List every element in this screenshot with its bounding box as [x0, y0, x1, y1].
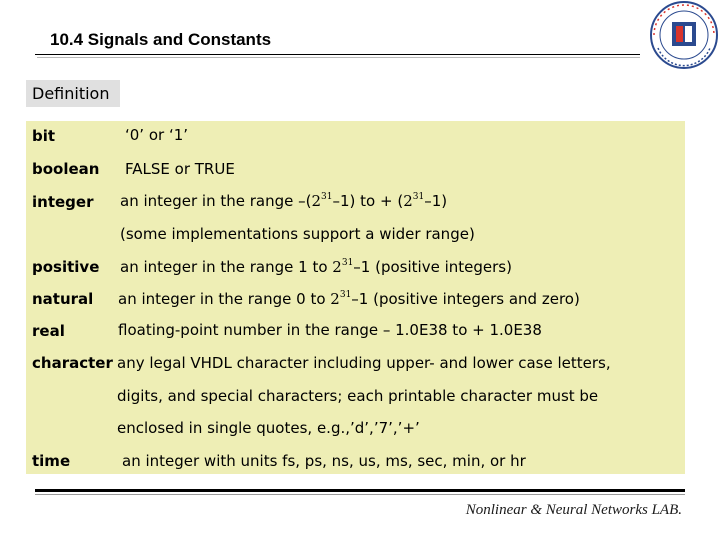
- term-character: character: [32, 354, 113, 372]
- desc-integer: [120, 192, 447, 210]
- title-underline-shadow: [37, 57, 640, 58]
- desc-character-line3: enclosed in single quotes, e.g.,’d’,’7’,’+’: [117, 419, 420, 437]
- power-of-two-expression: $2^{31}$: [403, 192, 425, 210]
- desc-natural: an integer in the range 0 to $2^{31}-1$ (positive integers and zero): [118, 290, 580, 308]
- footer-rule: [35, 489, 685, 492]
- term-time: time: [32, 452, 71, 470]
- term-bit: bit: [32, 127, 56, 145]
- desc-time: an integer with units fs, ps, ns, us, ms, sec, min, or hr: [122, 452, 526, 470]
- page-title: 10.4 Signals and Constants: [50, 30, 272, 49]
- desc-integer-mid: –1) to + (: [332, 192, 404, 210]
- desc-integer-note: (some implementations support a wider range): [120, 225, 475, 243]
- desc-bit: ‘0’ or ‘1’: [125, 126, 189, 144]
- desc-positive: an integer in the range 1 to $2^{31}-1$ (positive integers): [120, 258, 512, 276]
- power-of-two-expression: $2^{31}$: [330, 290, 352, 308]
- desc-character-line1: any legal VHDL character including upper- and lower case letters,: [117, 354, 611, 372]
- term-real: real: [32, 322, 65, 340]
- power-of-two-expression: $2^{31}$: [332, 258, 354, 276]
- power-of-two-expression: $2^{31}$: [311, 192, 333, 210]
- term-positive: positive: [32, 258, 100, 276]
- desc-character-line2: digits, and special characters; each printable character must be: [117, 387, 599, 405]
- footer-lab-name: Nonlinear & Neural Networks LAB.: [465, 502, 682, 518]
- title-underline: [35, 54, 640, 55]
- term-integer: integer: [32, 193, 94, 211]
- term-boolean: boolean: [32, 160, 100, 178]
- desc-integer-post: –1): [424, 192, 448, 210]
- term-natural: natural: [32, 290, 94, 308]
- desc-boolean: FALSE or TRUE: [125, 160, 235, 178]
- desc-real: floating-point number in the range – 1.0E38 to + 1.0E38: [118, 321, 542, 339]
- university-seal-logo: [648, 0, 720, 70]
- desc-integer-pre: an integer in the range –(: [120, 192, 312, 210]
- footer-rule-shadow: [35, 494, 685, 495]
- definition-label: Definition: [32, 84, 110, 103]
